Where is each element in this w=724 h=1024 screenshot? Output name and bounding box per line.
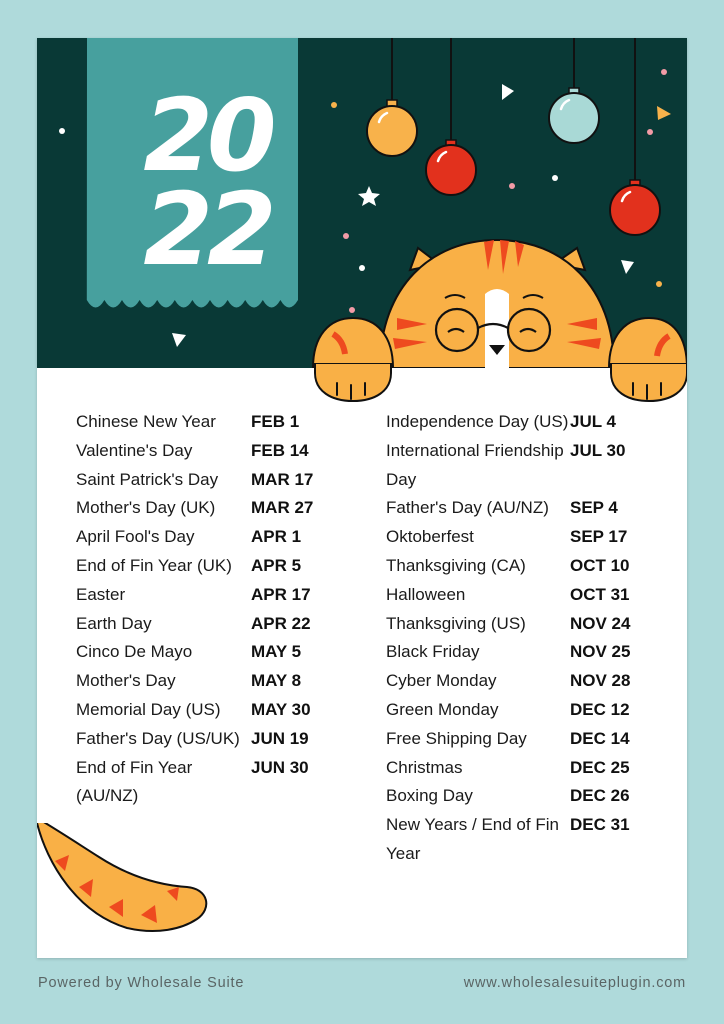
holiday-row (76, 408, 376, 437)
holiday-name: Boxing Day (386, 786, 473, 806)
holiday-name: Mother's Day (76, 671, 176, 691)
holiday-date: APR 1 (251, 527, 302, 547)
holiday-name: Independence Day (US) (386, 412, 569, 431)
year-second-half: 22 (143, 171, 271, 288)
holiday-date: SEP 17 (570, 527, 628, 547)
holiday-date: OCT 10 (570, 555, 630, 575)
holiday-row (76, 696, 376, 725)
holiday-row (386, 552, 676, 581)
holiday-name: Oktoberfest (386, 527, 474, 547)
holiday-name: April Fool's Day (76, 527, 195, 547)
footer-website: www.wholesalesuiteplugin.com (463, 975, 686, 991)
holiday-date: MAY 8 (251, 671, 302, 691)
holiday-row (386, 610, 676, 639)
holiday-row (76, 494, 376, 523)
holiday-date: FEB 14 (251, 440, 309, 460)
holiday-name: Green Monday (386, 699, 499, 719)
holiday-row (386, 408, 676, 437)
holiday-row (76, 610, 376, 639)
holiday-row (386, 667, 676, 696)
holiday-name: Cinco De Mayo (76, 642, 193, 662)
holiday-name: Chinese New Year (76, 412, 216, 431)
holiday-row (386, 696, 676, 725)
holiday-name: Easter (76, 584, 126, 604)
holiday-date: JUN 30 (251, 757, 309, 777)
holiday-date: OCT 31 (570, 584, 630, 604)
holiday-name: Black Friday (386, 642, 480, 662)
holiday-name: Cyber Monday (386, 671, 497, 691)
holiday-date: APR 22 (251, 613, 311, 633)
holiday-name: Thanksgiving (CA) (386, 555, 526, 575)
holiday-date: JUL 4 (570, 412, 616, 431)
holiday-name: New Years / End of Fin Year (386, 815, 559, 863)
holiday-date: MAY 30 (251, 699, 311, 719)
footer-credit: Powered by Wholesale Suite (38, 975, 245, 991)
holiday-date: SEP 4 (570, 498, 618, 518)
holiday-date: NOV 24 (570, 613, 631, 633)
holiday-date: APR 5 (251, 555, 302, 575)
holiday-row (76, 523, 376, 552)
holiday-row (386, 494, 676, 523)
tiger-paws (307, 363, 687, 403)
holiday-row (386, 782, 676, 811)
holiday-name: Christmas (386, 757, 463, 777)
holiday-row (76, 667, 376, 696)
holiday-date: DEC 25 (570, 757, 630, 777)
holiday-name: End of Fin Year (AU/NZ) (76, 757, 193, 806)
holiday-row (76, 437, 376, 466)
holiday-row (76, 725, 376, 754)
holiday-name: Halloween (386, 584, 466, 604)
holiday-date: APR 17 (251, 584, 311, 604)
holiday-name: International Friendship Day (386, 440, 564, 489)
holiday-row (386, 581, 676, 610)
holiday-name: Father's Day (AU/NZ) (386, 498, 549, 518)
holiday-name: Valentine's Day (76, 440, 193, 460)
holiday-row (76, 638, 376, 667)
holiday-row (386, 523, 676, 552)
holiday-row (76, 581, 376, 610)
holiday-name: Saint Patrick's Day (76, 469, 219, 489)
year-first-half: 20 (143, 77, 271, 194)
holiday-date: DEC 31 (570, 815, 630, 835)
holiday-date: DEC 12 (570, 699, 630, 719)
holiday-date: MAR 17 (251, 469, 314, 489)
tiger-tail (37, 823, 217, 958)
holiday-date: MAR 27 (251, 498, 314, 518)
holiday-date: JUN 19 (251, 728, 309, 748)
holiday-name: End of Fin Year (UK) (76, 555, 232, 575)
holiday-name: Earth Day (76, 613, 152, 633)
holiday-column-right (386, 408, 676, 869)
holiday-row (386, 638, 676, 667)
holiday-name: Memorial Day (US) (76, 699, 221, 719)
holiday-name: Father's Day (US/UK) (76, 728, 240, 748)
holiday-name: Mother's Day (UK) (76, 498, 216, 518)
holiday-calendar-card (37, 38, 687, 958)
holiday-row (76, 754, 376, 812)
holiday-name: Thanksgiving (US) (386, 613, 526, 633)
holiday-row (386, 811, 676, 869)
holiday-row (386, 754, 676, 783)
holiday-date: NOV 25 (570, 642, 631, 662)
holiday-row (386, 725, 676, 754)
holiday-column-left (76, 408, 376, 811)
holiday-date: JUL 30 (570, 440, 626, 460)
holiday-date: DEC 26 (570, 786, 630, 806)
holiday-name: Free Shipping Day (386, 728, 527, 748)
holiday-row (76, 552, 376, 581)
holiday-row (76, 466, 376, 495)
holiday-date: NOV 28 (570, 671, 631, 691)
holiday-date: FEB 1 (251, 412, 300, 431)
holiday-row (386, 437, 676, 495)
holiday-date: DEC 14 (570, 728, 630, 748)
holiday-date: MAY 5 (251, 642, 302, 662)
